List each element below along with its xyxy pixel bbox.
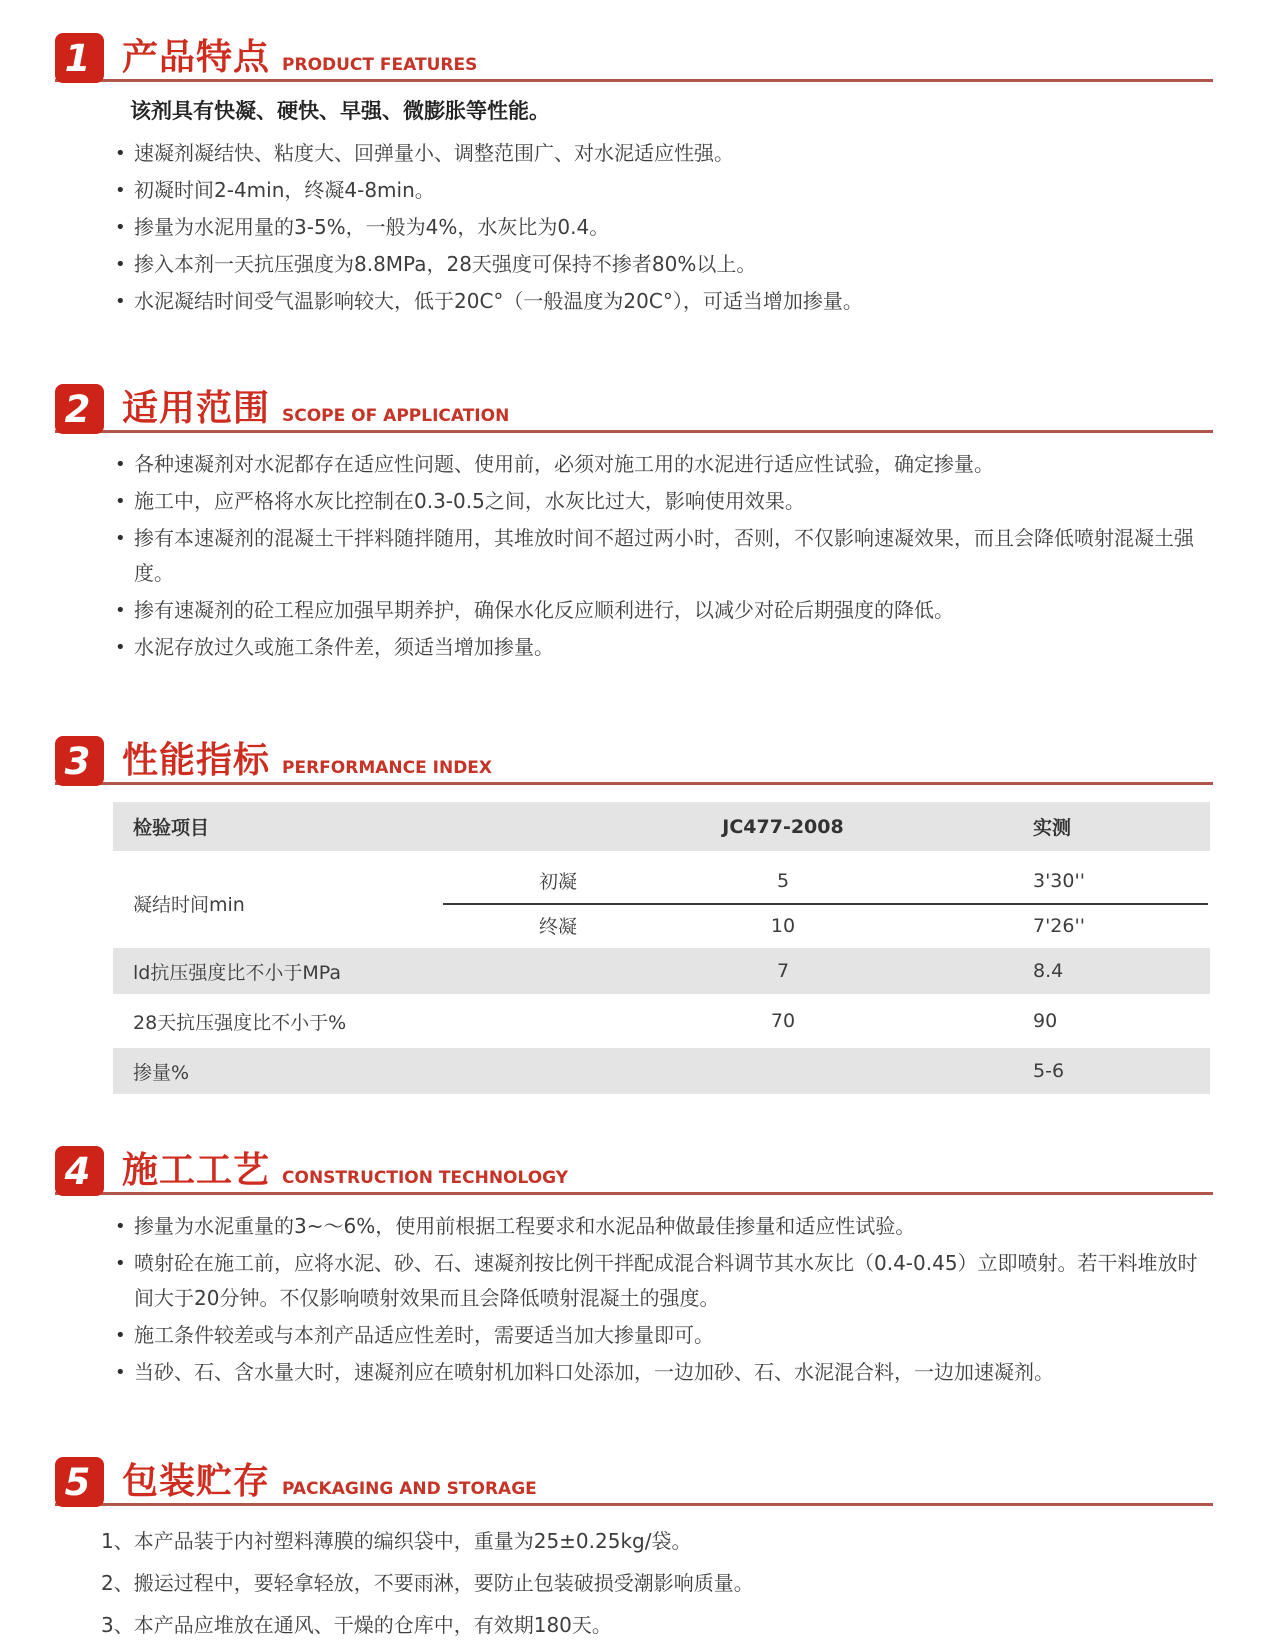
table-subrow-final-set (473, 903, 1210, 948)
subrow-standard-value: 10 (770, 914, 796, 937)
section-header (55, 729, 1213, 785)
row-label: ld抗压强度比不小于MPa (133, 961, 341, 984)
section-body (113, 1209, 1213, 1390)
section-title-zh: 包装贮存 (122, 1461, 271, 1502)
table-row-setting-time (113, 858, 1210, 948)
numbered-list (101, 1520, 1213, 1646)
bullet-list (113, 1209, 1213, 1390)
table-row (113, 948, 1210, 994)
section-title-zh: 适用范围 (122, 388, 271, 429)
performance-table (113, 802, 1210, 1094)
section-title-zh: 性能指标 (122, 740, 271, 781)
section-scope-of-application (0, 377, 1280, 665)
row-label: 凝结时间min (133, 893, 245, 916)
section-number: 5 (64, 1460, 91, 1504)
subrow-divider (443, 903, 1208, 905)
section-number: 4 (64, 1149, 91, 1193)
section-number: 2 (64, 387, 91, 431)
row-measured-value: 8.4 (1033, 960, 1064, 982)
row-standard-value: 70 (770, 1010, 796, 1032)
section-header (55, 1450, 1213, 1506)
table-row (113, 998, 1210, 1044)
numbered-item: 1、本产品装于内衬塑料薄膜的编织袋中，重量为25±0.25kg/袋。 (101, 1529, 692, 1553)
bullet-item: • 施工中，应严格将水灰比控制在0.3-0.5之间，水灰比过大，影响使用效果。 (113, 484, 1213, 519)
section-number: 3 (64, 739, 91, 783)
bullet-item: • 初凝时间2-4min，终凝4-8min。 (113, 173, 1213, 208)
section-title-zh: 产品特点 (122, 37, 271, 78)
section-title-zh: 施工工艺 (122, 1150, 271, 1191)
section-number-badge (55, 33, 104, 83)
bullet-item: • 喷射砼在施工前，应将水泥、砂、石、速凝剂按比例干拌配成混合料调节其水灰比（0.4-0.45）立即喷射。若干料堆放时间大于20分钟。不仅影响喷射效果而且会降低喷射混凝土的强度。 (113, 1246, 1213, 1316)
bullet-item: • 掺有本速凝剂的混凝土干拌料随拌随用，其堆放时间不超过两小时，否则，不仅影响速凝效果，而且会降低喷射混凝土强度。 (113, 521, 1213, 591)
table-header-standard: JC477-2008 (722, 815, 844, 838)
subrow-label: 初凝 (538, 871, 577, 893)
bullet-item: • 施工条件较差或与本剂产品适应性差时，需要适当加大掺量即可。 (113, 1318, 1213, 1353)
subrow-measured-value: 3'30'' (1033, 869, 1085, 892)
row-label: 28天抗压强度比不小于% (133, 1011, 347, 1034)
section-product-features (0, 26, 1280, 319)
bullet-item: • 水泥存放过久或施工条件差，须适当增加掺量。 (113, 630, 1213, 665)
setting-time-subrows (473, 858, 1210, 948)
bullet-item: • 掺量为水泥重量的3~～6%，使用前根据工程要求和水泥品种做最佳掺量和适应性试验。 (113, 1209, 1213, 1244)
bullet-list (113, 136, 1213, 319)
row-measured-value: 90 (1033, 1010, 1058, 1032)
section-header (55, 1139, 1213, 1195)
section-title-en: PRODUCT FEATURES (282, 55, 478, 75)
table-subrow-initial-set (473, 858, 1210, 903)
section-number-badge (55, 736, 104, 786)
bullet-item: • 当砂、石、含水量大时，速凝剂应在喷射机加料口处添加，一边加砂、石、水泥混合料，一边加速凝剂。 (113, 1355, 1213, 1390)
subrow-standard-value: 5 (776, 869, 790, 892)
intro-line: 该剂具有快凝、硬快、早强、微膨胀等性能。 (130, 99, 550, 123)
subrow-measured-value: 7'26'' (1033, 914, 1085, 937)
bullet-item: • 水泥凝结时间受气温影响较大，低于20C°（一般温度为20C°），可适当增加掺量。 (113, 284, 1213, 319)
table-header-row (113, 802, 1210, 851)
bullet-list (113, 447, 1213, 665)
row-measured-value: 5-6 (1033, 1060, 1065, 1082)
section-title-en: PERFORMANCE INDEX (282, 758, 493, 778)
numbered-item: 3、本产品应堆放在通风、干燥的仓库中，有效期180天。 (101, 1613, 612, 1637)
section-packaging-and-storage (0, 1450, 1280, 1646)
section-performance-index (0, 729, 1280, 1094)
table-header-measured: 实测 (1033, 817, 1072, 839)
section-title-en: SCOPE OF APPLICATION (282, 406, 510, 426)
section-body (113, 96, 1213, 319)
section-header (55, 377, 1213, 433)
bullet-item: • 各种速凝剂对水泥都存在适应性问题、使用前，必须对施工用的水泥进行适应性试验，确定掺量。 (113, 447, 1213, 482)
numbered-item: 2、搬运过程中，要轻拿轻放，不要雨淋，要防止包装破损受潮影响质量。 (101, 1571, 754, 1595)
section-body (113, 447, 1213, 665)
bullet-item: • 掺有速凝剂的砼工程应加强早期养护，确保水化反应顺利进行，以减少对砼后期强度的降低。 (113, 593, 1213, 628)
section-number-badge (55, 384, 104, 434)
section-body (101, 1520, 1213, 1646)
bullet-item: • 掺量为水泥用量的3-5%，一般为4%，水灰比为0.4。 (113, 210, 1213, 245)
section-construction-technology (0, 1139, 1280, 1390)
section-title-en: PACKAGING AND STORAGE (282, 1479, 537, 1499)
bullet-item: • 速凝剂凝结快、粘度大、回弹量小、调整范围广、对水泥适应性强。 (113, 136, 1213, 171)
table-row (113, 1048, 1210, 1094)
section-header (55, 26, 1213, 82)
section-title-en: CONSTRUCTION TECHNOLOGY (282, 1168, 569, 1188)
bullet-item: • 掺入本剂一天抗压强度为8.8MPa，28天强度可保持不掺者80%以上。 (113, 247, 1213, 282)
row-standard-value: 7 (776, 960, 790, 982)
subrow-label: 终凝 (538, 916, 577, 938)
section-number-badge (55, 1146, 104, 1196)
section-number: 1 (64, 36, 91, 80)
table-header-item: 检验项目 (133, 817, 210, 839)
section-number-badge (55, 1457, 104, 1507)
row-label: 掺量% (133, 1061, 190, 1084)
